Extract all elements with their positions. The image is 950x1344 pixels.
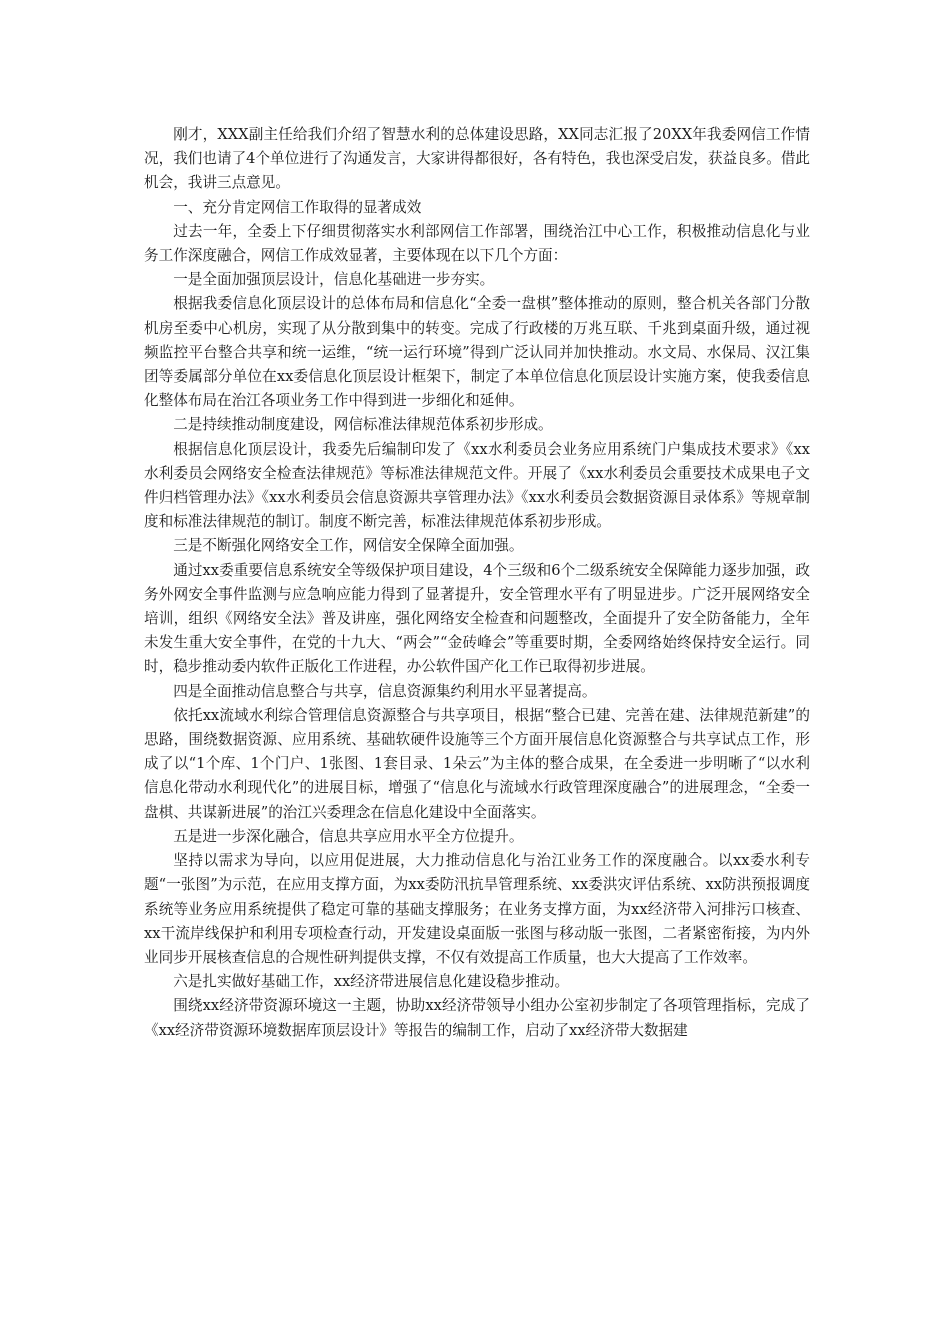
point-heading-6: 六是扎实做好基础工作，xx经济带进展信息化建设稳步推动。 [173,973,570,991]
paragraph-overview: 过去一年，全委上下仔细贯彻落实水利部网信工作部署，围绕治江中心工作，积极推动信息化与业务工作深度融合，网信工作成效显著，主要体现在以下几个方面： [144,222,810,265]
point-heading-2: 二是持续推动制度建设，网信标准法律规范体系初步形成。 [173,416,553,434]
paragraph-point-1: 根据我委信息化顶层设计的总体布局和信息化“全委一盘棋”整体推动的原则，整合机关各部门分散机房至委中心机房，实现了从分散到集中的转变。完成了行政楼的万兆互联、千兆到桌面升级，通过视频监控平台整合共享和统一运维，“统一运行环境”得到广泛认同并加快推动。水文局、水保局、汉江集团等委属部分单位在xx委信息化顶层设计框架下，制定了本单位信息化顶层设计实施方案，使我委信息化整体布局在治江各项业务工作中得到进一步细化和延伸。 [144,295,810,410]
paragraph-point-4: 依托xx流域水利综合管理信息资源整合与共享项目，根据“整合已建、完善在建、法律规范新建”的思路，围绕数据资源、应用系统、基础软硬件设施等三个方面开展信息化资源整合与共享试点工作，形成了以“1个库、1个门户、1张图、1套目录、1朵云”为主体的整合成果，在全委进一步明晰了“以水利信息化带动水利现代化”的进展目标，增强了“信息化与流域水行政管理深度融合”的进展理念，“全委一盘棋、共谋新进展”的治江兴委理念在信息化建设中全面落实。 [144,706,810,821]
point-heading-1: 一是全面加强顶层设计，信息化基础进一步夯实。 [173,271,495,289]
paragraph-point-5: 坚持以需求为导向，以应用促进展，大力推动信息化与治江业务工作的深度融合。以xx委水利专题“一张图”为示范，在应用支撑方面，为xx委防汛抗旱管理系统、xx委洪灾评估系统、xx防洪预报调度系统等业务应用系统提供了稳定可靠的基础支撑服务；在业务支撑方面，为xx经济带入河排污口核查、xx干流岸线保护和利用专项检查行动，开发建设桌面版一张图与移动版一张图，二者紧密衔接，为内外业同步开展核查信息的合规性研判提供支撑，不仅有效提高工作质量，也大大提高了工作效率。 [144,852,810,966]
document-page [144,123,810,1043]
point-heading-4: 四是全面推动信息整合与共享，信息资源集约利用水平显著提高。 [173,682,597,700]
point-heading-3: 三是不断强化网络安全工作，网信安全保障全面加强。 [173,537,524,555]
paragraph-point-6: 围绕xx经济带资源环境这一主题，协助xx经济带领导小组办公室初步制定了各项管理指标，完成了《xx经济带资源环境数据库顶层设计》等报告的编制工作，启动了xx经济带大数据建 [144,997,810,1039]
paragraph-intro: 刚才，XXX副主任给我们介绍了智慧水利的总体建设思路，XX同志汇报了20XX年我委网信工作情况，我们也请了4个单位进行了沟通发言，大家讲得都很好，各有特色，我也深受启发，获益良多。借此机会，我讲三点意见。 [144,126,811,192]
section-heading-1: 一、充分肯定网信工作取得的显著成效 [173,198,422,216]
paragraph-point-2: 根据信息化顶层设计，我委先后编制印发了《xx水利委员会业务应用系统门户集成技术要求》《xx水利委员会网络安全检查法律规范》等标准法律规范文件。开展了《xx水利委员会重要技术成果电子文件归档管理办法》《xx水利委员会信息资源共享管理办法》《xx水利委员会数据资源目录体系》等规章制度和标准法律规范的制订。制度不断完善，标准法律规范体系初步形成。 [144,440,810,531]
paragraph-point-3: 通过xx委重要信息系统安全等级保护项目建设，4个三级和6个二级系统安全保障能力逐步加强，政务外网安全事件监测与应急响应能力得到了显著提升，安全管理水平有了明显进步。广泛开展网络安全培训，组织《网络安全法》普及讲座，强化网络安全检查和问题整改，全面提升了安全防备能力，全年未发生重大安全事件，在党的十九大、“两会”“金砖峰会”等重要时期，全委网络始终保持安全运行。同时，稳步推动委内软件正版化工作进程，办公软件国产化工作已取得初步进展。 [144,561,810,676]
point-heading-5: 五是进一步深化融合，信息共享应用水平全方位提升。 [173,827,524,845]
